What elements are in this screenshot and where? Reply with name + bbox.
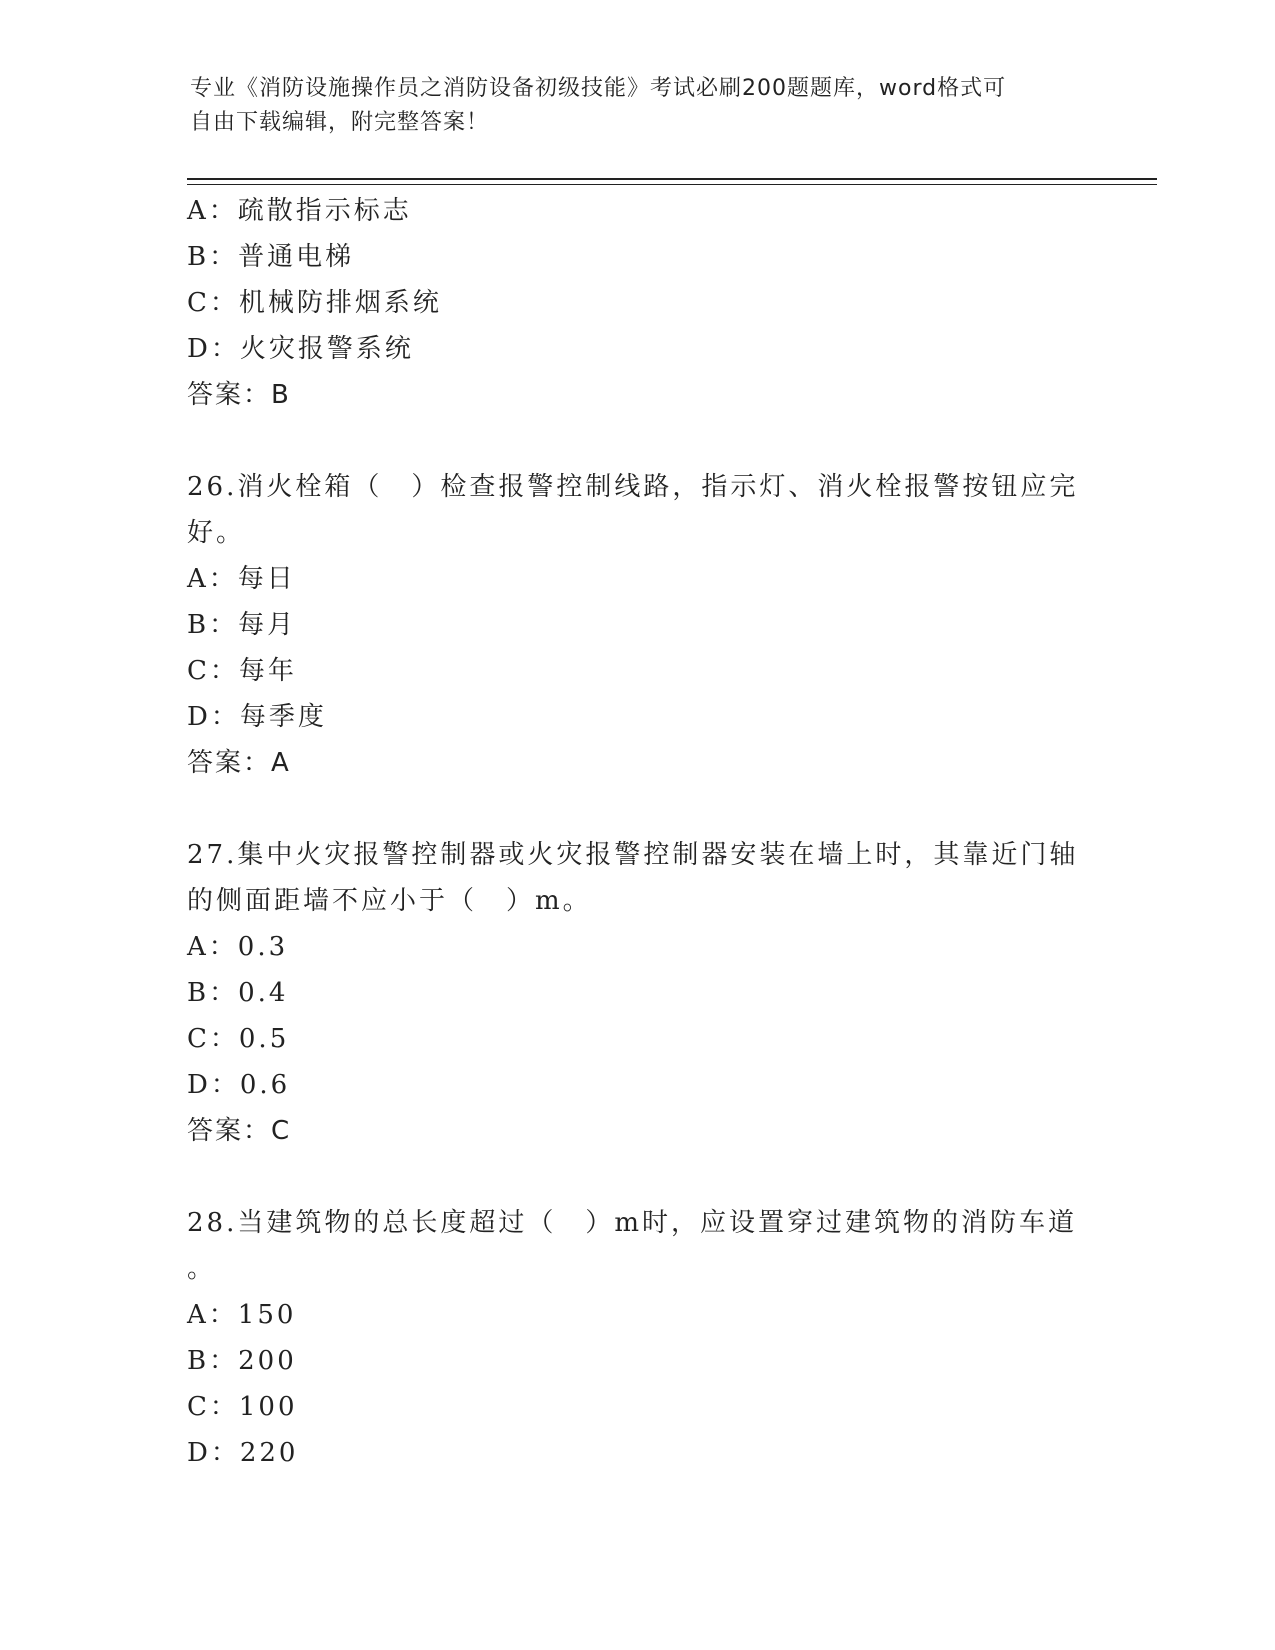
question-stem — [187, 1200, 1077, 1292]
option-c: C：机械防排烟系统 — [187, 288, 442, 318]
question-25-tail — [187, 188, 1087, 418]
question-28 — [187, 1200, 1087, 1476]
option-b: B：200 — [187, 1346, 297, 1376]
question-26 — [187, 464, 1087, 786]
option-d: D：220 — [187, 1438, 299, 1468]
option-c: C：每年 — [187, 656, 297, 686]
document-header — [190, 72, 1070, 140]
answer-line: 答案：C — [187, 1116, 292, 1146]
option-b: B：每月 — [187, 610, 297, 640]
option-a: A：每日 — [187, 564, 296, 594]
question-stem-line-1: 26.消火栓箱（ ）检查报警控制线路，指示灯、消火栓报警按钮应完 — [187, 472, 1079, 502]
question-stem-line-1: 27.集中火灾报警控制器或火灾报警控制器安装在墙上时，其靠近门轴 — [187, 840, 1079, 870]
option-a: A：150 — [187, 1300, 297, 1330]
question-stem-line-2: 。 — [187, 1254, 217, 1284]
header-divider-thick — [187, 178, 1157, 180]
header-line-1: 专业《消防设施操作员之消防设备初级技能》考试必刷200题题库，word格式可 — [190, 76, 1007, 101]
answer-line: 答案：A — [187, 748, 291, 778]
question-stem — [187, 832, 1077, 924]
option-d: D：每季度 — [187, 702, 327, 732]
option-d: D：火灾报警系统 — [187, 334, 414, 364]
option-a: A：疏散指示标志 — [187, 196, 412, 226]
question-spacer — [187, 418, 1087, 464]
option-d: D：0.6 — [187, 1070, 291, 1100]
question-stem-line-1: 28.当建筑物的总长度超过（ ）m时，应设置穿过建筑物的消防车道 — [187, 1208, 1078, 1238]
answer-line: 答案：B — [187, 380, 291, 410]
option-a: A：0.3 — [187, 932, 289, 962]
option-b: B：0.4 — [187, 978, 289, 1008]
question-spacer — [187, 1154, 1087, 1200]
question-stem-line-2: 好。 — [187, 518, 246, 548]
option-b: B：普通电梯 — [187, 242, 355, 272]
header-divider-thin — [187, 184, 1157, 185]
question-stem — [187, 464, 1077, 556]
question-list — [187, 188, 1087, 1476]
question-27 — [187, 832, 1087, 1154]
option-c: C：100 — [187, 1392, 298, 1422]
header-line-2: 自由下载编辑，附完整答案！ — [190, 110, 490, 135]
question-spacer — [187, 786, 1087, 832]
option-c: C：0.5 — [187, 1024, 290, 1054]
question-stem-line-2: 的侧面距墙不应小于（ ）m。 — [187, 886, 592, 916]
